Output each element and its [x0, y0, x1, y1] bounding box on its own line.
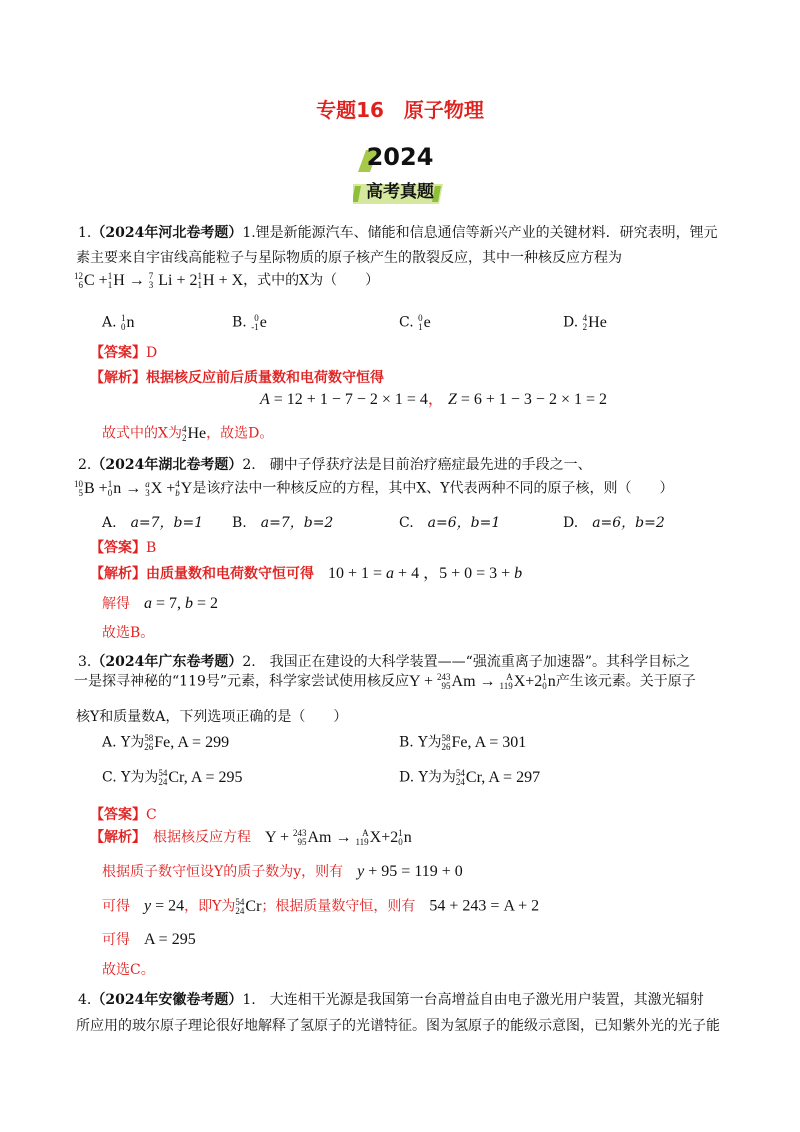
q2-option-b: B. a=7，b=2 — [232, 515, 334, 531]
q4-number: 4. — [78, 992, 92, 1008]
q4-text-1: 1. 大连相干光源是我国第一台高增益自由电子激光用户装置，其激光辐射 — [242, 992, 704, 1008]
q1-option-b: B. 0 -1 e — [232, 313, 267, 332]
q2-number: 2. — [78, 457, 92, 473]
q2-analysis: 【解析】由质量数和电荷数守恒可得 10 + 1 = a + 4 ，5 + 0 = 3 + b — [90, 565, 523, 582]
q2-conclusion: 故选B。 — [102, 625, 155, 641]
q4-line1 — [78, 993, 704, 1007]
q3-text-3: 核Y和质量数A，下列选项正确的是（ ） — [76, 709, 348, 725]
q1-reaction-equation: 12 6 C + 1 1 H → 7 3 Li + 2 1 1 H + X — [74, 271, 244, 290]
q3-line1 — [78, 655, 690, 669]
q1-conservation-equation: A = 12 + 1 − 7 − 2 × 1 = 4， Z = 6 + 1 − 3 − 2 × 1 = 2 — [260, 391, 607, 408]
q1-option-a: A. 1 0 n — [102, 313, 135, 332]
q1-number: 1. — [78, 225, 92, 241]
q3-number: 3. — [78, 654, 92, 670]
q3-step3: 可得 A = 295 — [102, 931, 196, 948]
q4-source: （2024年安徽卷考题） — [91, 992, 243, 1008]
q2-option-c: C. a=6，b=1 — [399, 515, 501, 531]
q1-question-suffix: ，式中的X为（ ） — [243, 272, 380, 289]
q1-option-c: C. 0 1 e — [399, 313, 431, 332]
q3-step2: 可得 y = 24，即Y为 54 24 Cr；根据质量数守恒，则有 54 + 243 = A + 2 — [102, 897, 540, 916]
q1-equation-line — [74, 272, 379, 290]
q3-option-c: C. Y为为 54 24 Cr, A = 295 — [102, 768, 243, 787]
q4-text-2: 所应用的玻尔原子理论很好地解释了氢原子的光谱特征。图为氢原子的能级示意图，已知紫外光的光子能 — [76, 1018, 720, 1034]
q1-answer: 【答案】D — [90, 345, 158, 361]
q2-option-a: A. a=7，b=1 — [102, 515, 204, 531]
q2-solve: 解得 a = 7, b = 2 — [102, 595, 219, 612]
q1-option-d: D. 4 2 He — [563, 313, 607, 332]
q3-step1: 根据质子数守恒设Y的质子数为y，则有 y + 95 = 119 + 0 — [102, 863, 463, 880]
q1-line1 — [78, 226, 718, 240]
q1-analysis: 【解析】根据核反应前后质量数和电荷数守恒得 — [90, 370, 384, 386]
year-label: 2024 — [366, 143, 434, 171]
q2-reaction-equation: 10 5 B + 1 0 n → a 3 X + 4 b Y — [74, 479, 193, 498]
q1-text-1: 1.锂是新能源汽车、储能和信息通信等新兴产业的关键材料．研究表明，锂元 — [242, 225, 718, 241]
q2-source: （2024年湖北卷考题） — [91, 457, 243, 473]
q2-answer: 【答案】B — [90, 540, 157, 556]
q1-conclusion: 故式中的X为 4 2 He，故选D。 — [102, 424, 274, 443]
q3-analysis: 【解析】 根据核反应方程 Y + 243 95 Am → A 119 X+2 1 0 n — [90, 828, 412, 847]
q3-text-1: 2. 我国正在建设的大科学装置——“强流重离子加速器”。其科学目标之 — [242, 654, 690, 670]
q3-option-b: B. Y为 58 26 Fe, A = 301 — [399, 733, 527, 752]
q3-answer: 【答案】C — [90, 807, 157, 823]
q3-option-a: A. Y为 58 26 Fe, A = 299 — [102, 733, 230, 752]
q3-option-d: D. Y为为 54 24 Cr, A = 297 — [399, 768, 541, 787]
q2-equation-line — [74, 480, 674, 498]
q2-line1 — [78, 458, 592, 472]
q2-question-suffix: 是该疗法中一种核反应的方程，其中X、Y代表两种不同的原子核，则（ ） — [192, 480, 674, 497]
q3-line2: 一是探寻神秘的“119号”元素，科学家尝试使用核反应Y + 243 95 Am → A 119 X+2 1 0 n产生该元素。关于原子 — [74, 672, 696, 691]
q1-source: （2024年河北卷考题） — [91, 225, 243, 241]
q2-option-d: D. a=6，b=2 — [563, 515, 665, 531]
q2-text-1: 2. 硼中子俘获疗法是目前治疗癌症最先进的手段之一、 — [242, 457, 592, 473]
banner-title: 高考真题 — [366, 182, 434, 202]
q1-text-2: 素主要来自宇宙线高能粒子与星际物质的原子核产生的散裂反应，其中一种核反应方程为 — [76, 250, 622, 266]
q3-reaction-inline: Y + 243 95 Am → A 119 X+2 1 0 n — [409, 672, 556, 691]
q3-source: （2024年广东卷考题） — [91, 654, 243, 670]
q3-conclusion: 故选C。 — [102, 962, 155, 978]
page-title: 专题16 原子物理 — [316, 98, 484, 122]
